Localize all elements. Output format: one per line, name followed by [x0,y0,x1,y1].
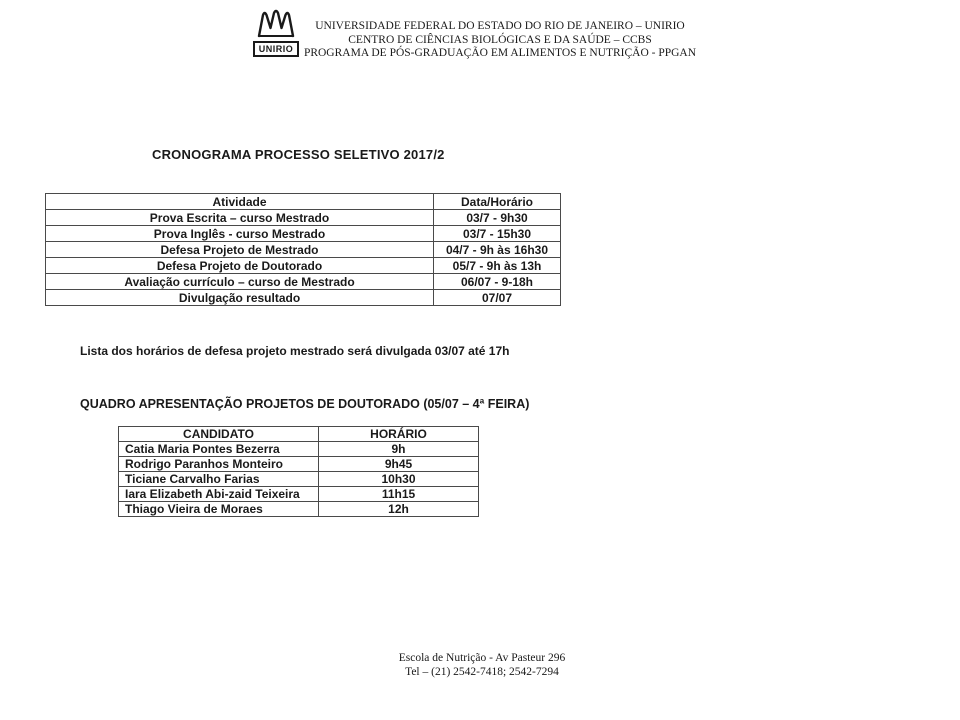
logo-text: UNIRIO [253,41,300,57]
table-row [119,457,479,472]
datetime-cell: 03/7 - 9h30 [434,210,561,226]
candidate-cell: Ticiane Carvalho Farias [119,472,319,487]
candidates-table [118,426,479,517]
time-cell: 12h [319,502,479,517]
university-name: UNIVERSIDADE FEDERAL DO ESTADO DO RIO DE JANEIRO – UNIRIO [315,20,685,32]
table-row [46,258,561,274]
time-header: HORÁRIO [319,427,479,442]
candidate-cell: Catia Maria Pontes Bezerra [119,442,319,457]
datetime-cell: 06/07 - 9-18h [434,274,561,290]
datetime-cell: 04/7 - 9h às 16h30 [434,242,561,258]
datetime-cell: 07/07 [434,290,561,306]
time-cell: 9h45 [319,457,479,472]
schedule-table [45,193,561,306]
table-row [46,274,561,290]
activity-cell: Defesa Projeto de Mestrado [46,242,434,258]
table-row [46,210,561,226]
activity-cell: Avaliação currículo – curso de Mestrado [46,274,434,290]
datetime-cell: 03/7 - 15h30 [434,226,561,242]
crown-icon [254,8,298,38]
time-cell: 10h30 [319,472,479,487]
activity-cell: Prova Inglês - curso Mestrado [46,226,434,242]
program-name: PROGRAMA DE PÓS-GRADUAÇÃO EM ALIMENTOS E NUTRIÇÃO - PPGAN [303,47,697,59]
table-row [119,487,479,502]
activity-header: Atividade [46,194,434,210]
document-footer [332,651,632,679]
table-row [119,502,479,517]
time-cell: 11h15 [319,487,479,502]
table-row [119,472,479,487]
activity-cell: Divulgação resultado [46,290,434,306]
activity-cell: Prova Escrita – curso Mestrado [46,210,434,226]
table-row [46,226,561,242]
unirio-logo [248,8,304,57]
page-title: CRONOGRAMA PROCESSO SELETIVO 2017/2 [152,147,445,162]
candidate-cell: Rodrigo Paranhos Monteiro [119,457,319,472]
footer-phone: Tel – (21) 2542-7418; 2542-7294 [405,666,559,678]
candidate-cell: Thiago Vieira de Moraes [119,502,319,517]
datetime-cell: 05/7 - 9h às 13h [434,258,561,274]
datetime-header: Data/Horário [434,194,561,210]
table-row [119,442,479,457]
candidate-cell: Iara Elizabeth Abi-zaid Teixeira [119,487,319,502]
center-name: CENTRO DE CIÊNCIAS BIOLÓGICAS E DA SAÚDE – CCBS [348,33,652,46]
table-row [46,242,561,258]
footer-address: Escola de Nutrição - Av Pasteur 296 [398,652,566,664]
table-header-row [46,194,561,210]
activity-cell: Defesa Projeto de Doutorado [46,258,434,274]
table-header-row [119,427,479,442]
table-row [46,290,561,306]
defense-schedule-note: Lista dos horários de defesa projeto mestrado será divulgada 03/07 até 17h [80,344,510,358]
candidate-header: CANDIDATO [119,427,319,442]
time-cell: 9h [319,442,479,457]
doctorate-section-title: QUADRO APRESENTAÇÃO PROJETOS DE DOUTORADO (05/07 – 4ª FEIRA) [80,397,530,411]
letterhead [298,20,702,61]
